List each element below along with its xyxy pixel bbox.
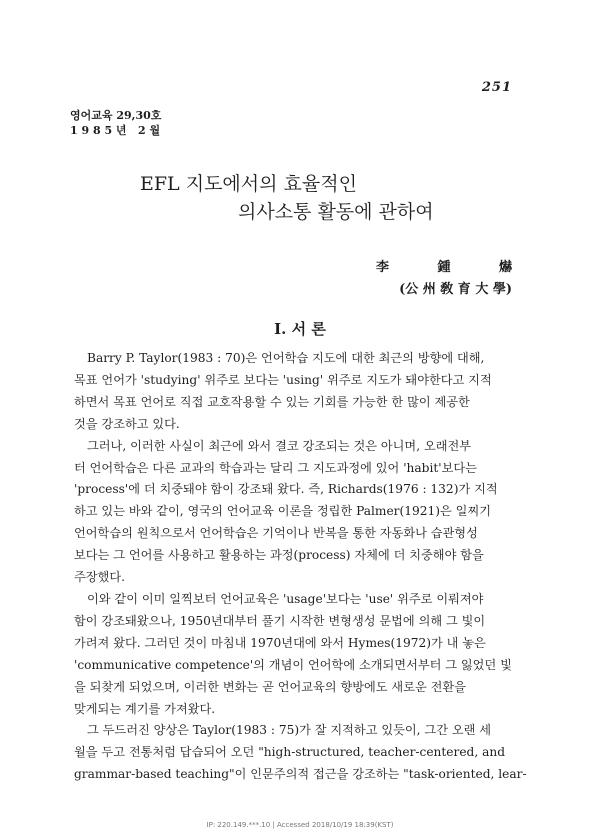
- paragraph-line: 목표 언어가 'studying' 위주로 보다는 'using' 위주로 지도가 돼야한다고 지적: [74, 372, 492, 387]
- paragraph-line: 하면서 목표 언어로 직접 교호작용할 수 있는 기회를 가능한 한 많이 제공한: [74, 394, 470, 409]
- paragraph-line: 보다는 그 언어를 사용하고 활용하는 과정(process) 자체에 더 치중해야 함을: [74, 548, 484, 563]
- journal-info: [70, 108, 161, 138]
- journal-date: 1 9 8 5 년 2 월: [70, 124, 161, 137]
- body-text: [74, 348, 532, 786]
- paragraph-line: 월을 두고 전통처럼 답습되어 오던 "high-structured, teacher-centered, and: [74, 745, 506, 760]
- paragraph-line: 'process'에 더 치중돼야 함이 강조돼 왔다. 즉, Richards(1976 : 132)가 지적: [74, 482, 498, 497]
- title-line-1: EFL 지도에서의 효율적인: [140, 173, 357, 195]
- paragraph-line: grammar-based teaching"이 인문주의적 접근을 강조하는 "task-oriented, lear-: [74, 767, 527, 782]
- paragraph-line: 것을 강조하고 있다.: [74, 416, 180, 431]
- author-name: 李 鍾 爀: [375, 260, 534, 275]
- section-heading: Ⅰ. 서 론: [274, 320, 326, 338]
- author-affiliation: (公 州 敎 育 大 學): [399, 282, 512, 297]
- title-line-2: 의사소통 활동에 관하여: [238, 201, 434, 223]
- paragraph-line: 을 되찾게 되었으며, 이러한 변화는 곧 언어교육의 향방에도 새로운 전환을: [74, 679, 466, 694]
- author-block: [375, 257, 534, 301]
- paragraph-line: 하고 있는 바와 같이, 영국의 언어교육 이론을 정립한 Palmer(1921)은 일찌기: [74, 504, 492, 519]
- paragraph-line: 이와 같이 이미 일찍보터 언어교육은 'usage'보다는 'use' 위주로 이뤄져야: [87, 591, 484, 606]
- paragraph-line: 가려져 왔다. 그러던 것이 마침내 1970년대에 와서 Hymes(1972)가 내 놓은: [74, 635, 486, 650]
- paragraph-line: 'communicative competence'의 개념이 언어학에 소개되면서부터 그 잃었던 빛: [74, 657, 512, 672]
- paragraph-line: Barry P. Taylor(1983 : 70)은 언어학습 지도에 대한 최근의 방향에 대해,: [87, 351, 485, 365]
- paragraph-line: 주장했다.: [74, 570, 125, 585]
- paragraph-line: 언어학습의 원칙으로서 언어학습은 기억이나 반복을 통한 자동화나 습관형성: [74, 526, 478, 541]
- paragraph-line: 그 두드러진 양상은 Taylor(1983 : 75)가 잘 지적하고 있듯이, 그간 오랜 세: [87, 723, 492, 738]
- paragraph-line: 터 언어학습은 다른 교과의 학습과는 달리 그 지도과정에 있어 'habit'보다는: [74, 460, 477, 475]
- paper-title: [0, 170, 600, 226]
- paragraph-line: 맞게되는 계기를 가져왔다.: [74, 701, 216, 716]
- paragraph-line: 함이 강조돼왔으나, 1950년대부터 풀기 시작한 변형생성 문법에 의해 그 빛이: [74, 613, 486, 628]
- access-footer: IP: 220.149.***.10 | Accessed 2018/10/19 18:39(KST): [206, 821, 394, 829]
- journal-volume: 영어교육 29,30호: [70, 109, 162, 122]
- paragraph-line: 그러나, 이러한 사실이 최근에 와서 결코 강조되는 것은 아니며, 오래전부: [87, 438, 472, 453]
- page-number: 251: [481, 80, 512, 95]
